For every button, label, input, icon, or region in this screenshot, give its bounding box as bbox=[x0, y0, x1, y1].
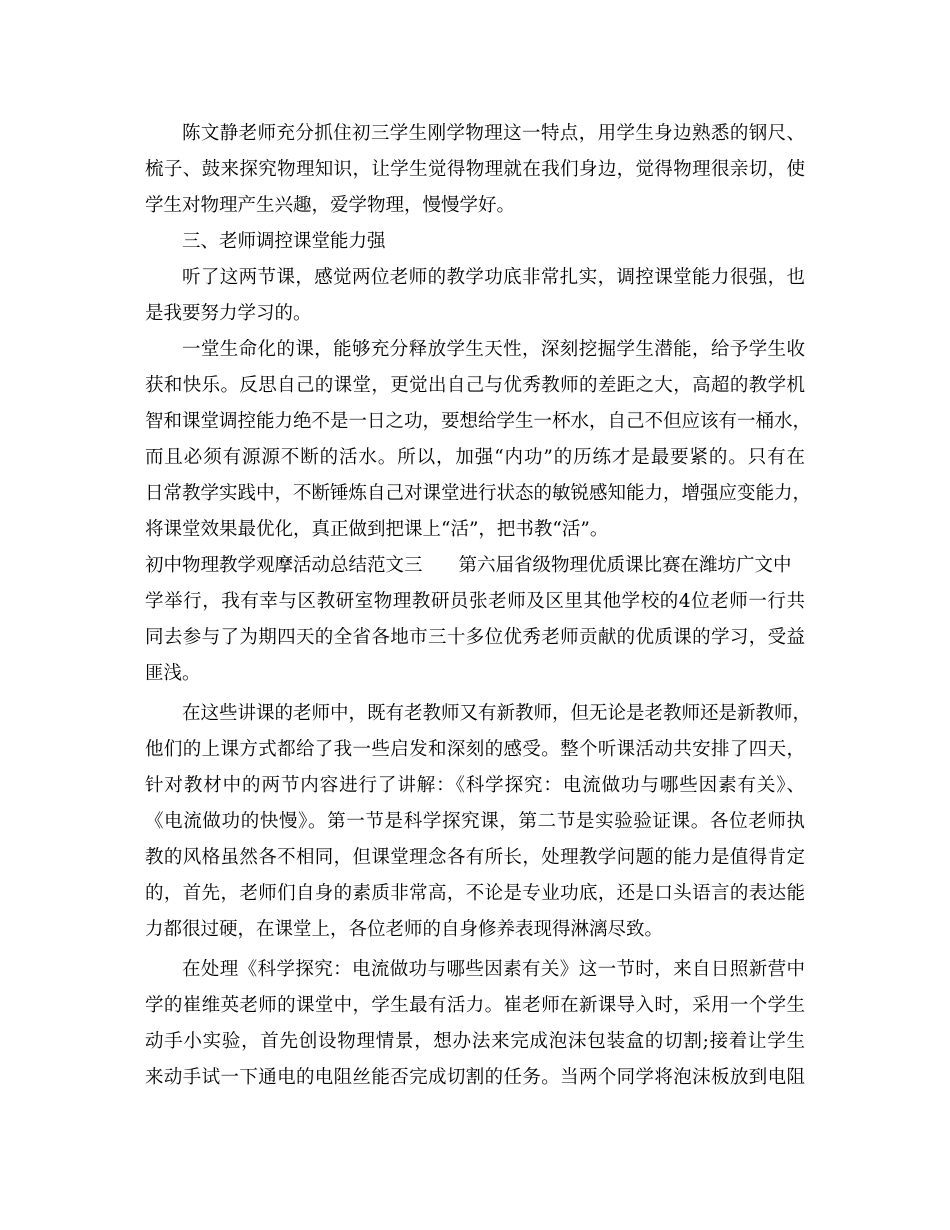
paragraph-line: 在这些讲课的老师中，既有老教师又有新教师，但无论是老教师还是新教师， bbox=[182, 703, 812, 724]
paragraph-line: 《电流做功的快慢》。第一节是科学探究课，第二节是实验验证课。各位老师执 bbox=[145, 811, 805, 832]
paragraph-line: 日常教学实践中，不断锤炼自己对课堂进行状态的敏锐感知能力，增强应变能力， bbox=[145, 483, 812, 504]
article-title-line bbox=[145, 552, 792, 580]
paragraph-line: 学生对物理产生兴趣，爱学物理，慢慢学好。 bbox=[145, 195, 516, 216]
paragraph-line: 智和课堂调控能力绝不是一日之功，要想给学生一杯水，自己不但应该有一桶水， bbox=[145, 411, 812, 432]
paragraph-line: 同去参与了为期四天的全省各地市三十多位优秀老师贡献的优质课的学习，受益 bbox=[145, 627, 805, 648]
paragraph-line: 第六届省级物理优质课比赛在潍坊广文中 bbox=[458, 555, 792, 576]
paragraph-line: 将课堂效果最优化，真正做到把课上“活”，把书教“活”。 bbox=[145, 519, 609, 540]
paragraph-line: 梳子、鼓来探究物理知识，让学生觉得物理就在我们身边，觉得物理很亲切，使 bbox=[145, 159, 805, 180]
paragraph-line: 获和快乐。反思自己的课堂，更觉出自己与优秀教师的差距之大，高超的教学机 bbox=[145, 375, 805, 396]
paragraph-line: 陈文静老师充分抓住初三学生刚学物理这一特点，用学生身边熟悉的钢尺、 bbox=[182, 123, 805, 144]
paragraph-line: 一堂生命化的课，能够充分释放学生天性，深刻挖掘学生潜能，给予学生收 bbox=[182, 339, 805, 360]
paragraph-line: 学的崔维英老师的课堂中，学生最有活力。崔老师在新课导入时，采用一个学生 bbox=[145, 995, 805, 1016]
paragraph-line: 教的风格虽然各不相同，但课堂理念各有所长，处理教学问题的能力是值得肯定 bbox=[145, 847, 805, 868]
article-title: 初中物理教学观摩活动总结范文三 bbox=[145, 555, 423, 576]
paragraph-line: 的，首先，老师们自身的素质非常高，不论是专业功底，还是口头语言的表达能 bbox=[145, 883, 805, 904]
paragraph-line: 而且必须有源源不断的活水。所以，加强“内功”的历练才是最要紧的。只有在 bbox=[145, 447, 805, 468]
paragraph-line: 他们的上课方式都给了我一些启发和深刻的感受。整个听课活动共安排了四天， bbox=[145, 739, 805, 760]
paragraph-line: 针对教材中的两节内容进行了讲解：《科学探究：电流做功与哪些因素有关》、 bbox=[145, 775, 805, 796]
paragraph-line: 是我要努力学习的。 bbox=[145, 303, 312, 324]
paragraph-line: 来动手试一下通电的电阻丝能否完成切割的任务。当两个同学将泡沫板放到电阻 bbox=[145, 1067, 805, 1088]
section-heading: 三、老师调控课堂能力强 bbox=[182, 231, 386, 252]
paragraph-line: 学举行，我有幸与区教研室物理教研员张老师及区里其他学校的4位老师一行共 bbox=[145, 591, 805, 612]
paragraph-line: 动手小实验，首先创设物理情景，想办法来完成泡沫包装盒的切割;接着让学生 bbox=[145, 1031, 805, 1052]
paragraph-line: 在处理《科学探究：电流做功与哪些因素有关》这一节时，来自日照新营中 bbox=[182, 959, 805, 980]
paragraph-line: 力都很过硬，在课堂上，各位老师的自身修养表现得淋漓尽致。 bbox=[145, 919, 664, 940]
paragraph-line: 听了这两节课，感觉两位老师的教学功底非常扎实，调控课堂能力很强，也 bbox=[182, 267, 805, 288]
paragraph-line: 匪浅。 bbox=[145, 663, 201, 684]
